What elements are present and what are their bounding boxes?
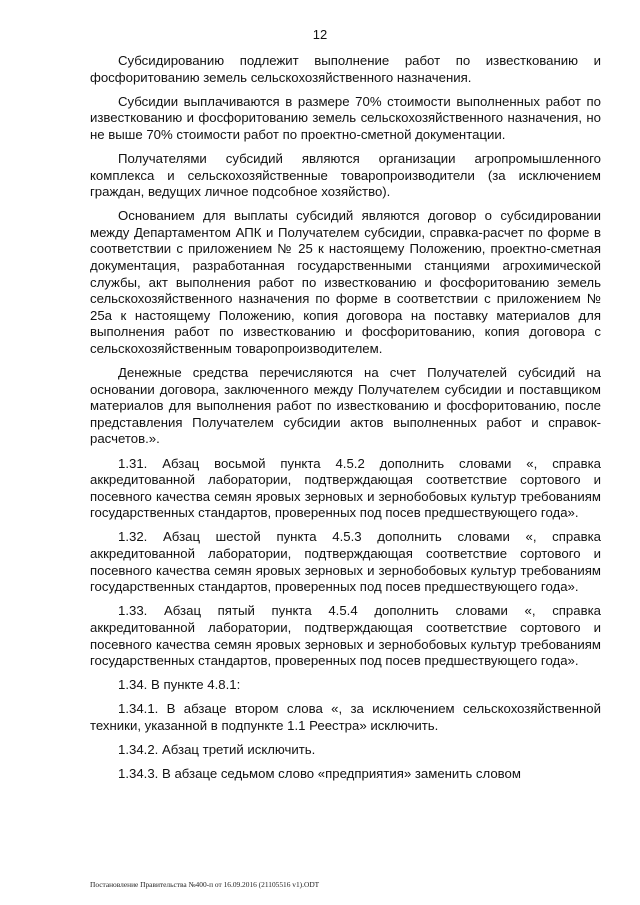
- paragraph-payment-basis: Основанием для выплаты субсидий являются договор о субсидировании между Департаментом АПК и Получателем субсидии, справка-расчет по форме в соответствии с приложением № 25 к настоящему Положению, проектно-сметная документация, разработанная государственными станциями агрохимической службы, акт выполнения работ по известкованию и фосфоритованию земель сельскохозяйственного назначения по форме в соответствии с приложением № 25а к настоящему Положению, копия договора на поставку материалов для выполнения работ по известкованию и фосфоритованию, копия договора с сельскохозяйственным товаропроизводителем.: [90, 208, 601, 356]
- paragraph-subsidizing-scope: Субсидированию подлежит выполнение работ по известкованию и фосфоритованию земель сельскохозяйственного назначения.: [90, 53, 601, 85]
- document-footer: Постановление Правительства №400-п от 16.09.2016 (21105516 v1).ODT: [90, 880, 320, 889]
- document-body: [90, 53, 601, 790]
- paragraph-item-1-33: 1.33. Абзац пятый пункта 4.5.4 дополнить словами «, справка аккредитованной лаборатории, подтверждающая соответствие сортового и посевного качества семян яровых зерновых и зернобобовых культур требованиям государственных стандартов, проверенных под посев предшествующего года».: [90, 603, 601, 669]
- paragraph-item-1-34: 1.34. В пункте 4.8.1:: [118, 677, 241, 693]
- page-number: 12: [312, 27, 328, 42]
- paragraph-item-1-32: 1.32. Абзац шестой пункта 4.5.3 дополнить словами «, справка аккредитованной лаборатории, подтверждающая соответствие сортового и посевного качества семян яровых зерновых и зернобобовых культур требованиям государственных стандартов, проверенных под посев предшествующего года».: [90, 529, 601, 595]
- paragraph-fund-transfer: Денежные средства перечисляются на счет Получателей субсидий на основании договора, заключенного между Получателем субсидии и поставщиком материалов для выполнения работ по известкованию и фосфоритованию, после представления Получателем субсидии актов выполненных работ и справок-расчетов.».: [90, 365, 601, 447]
- paragraph-item-1-34-1: 1.34.1. В абзаце втором слова «, за исключением сельскохозяйственной техники, указанной в подпункте 1.1 Реестра» исключить.: [90, 701, 601, 733]
- paragraph-item-1-31: 1.31. Абзац восьмой пункта 4.5.2 дополнить словами «, справка аккредитованной лаборатории, подтверждающая соответствие сортового и посевного качества семян яровых зерновых и зернобобовых культур требованиям государственных стандартов, проверенных под посев предшествующего года».: [90, 455, 601, 521]
- paragraph-item-1-34-2: 1.34.2. Абзац третий исключить.: [118, 741, 316, 757]
- paragraph-item-1-34-3: 1.34.3. В абзаце седьмом слово «предприятия» заменить словом: [118, 766, 521, 782]
- paragraph-subsidy-amount: Субсидии выплачиваются в размере 70% стоимости выполненных работ по известкованию и фосфоритованию земель сельскохозяйственного назначения, но не выше 70% стоимости работ по проектно-сметной документации.: [90, 93, 601, 142]
- paragraph-subsidy-recipients: Получателями субсидий являются организации агропромышленного комплекса и сельскохозяйственные товаропроизводители (за исключением граждан, ведущих личное подсобное хозяйство).: [90, 150, 601, 200]
